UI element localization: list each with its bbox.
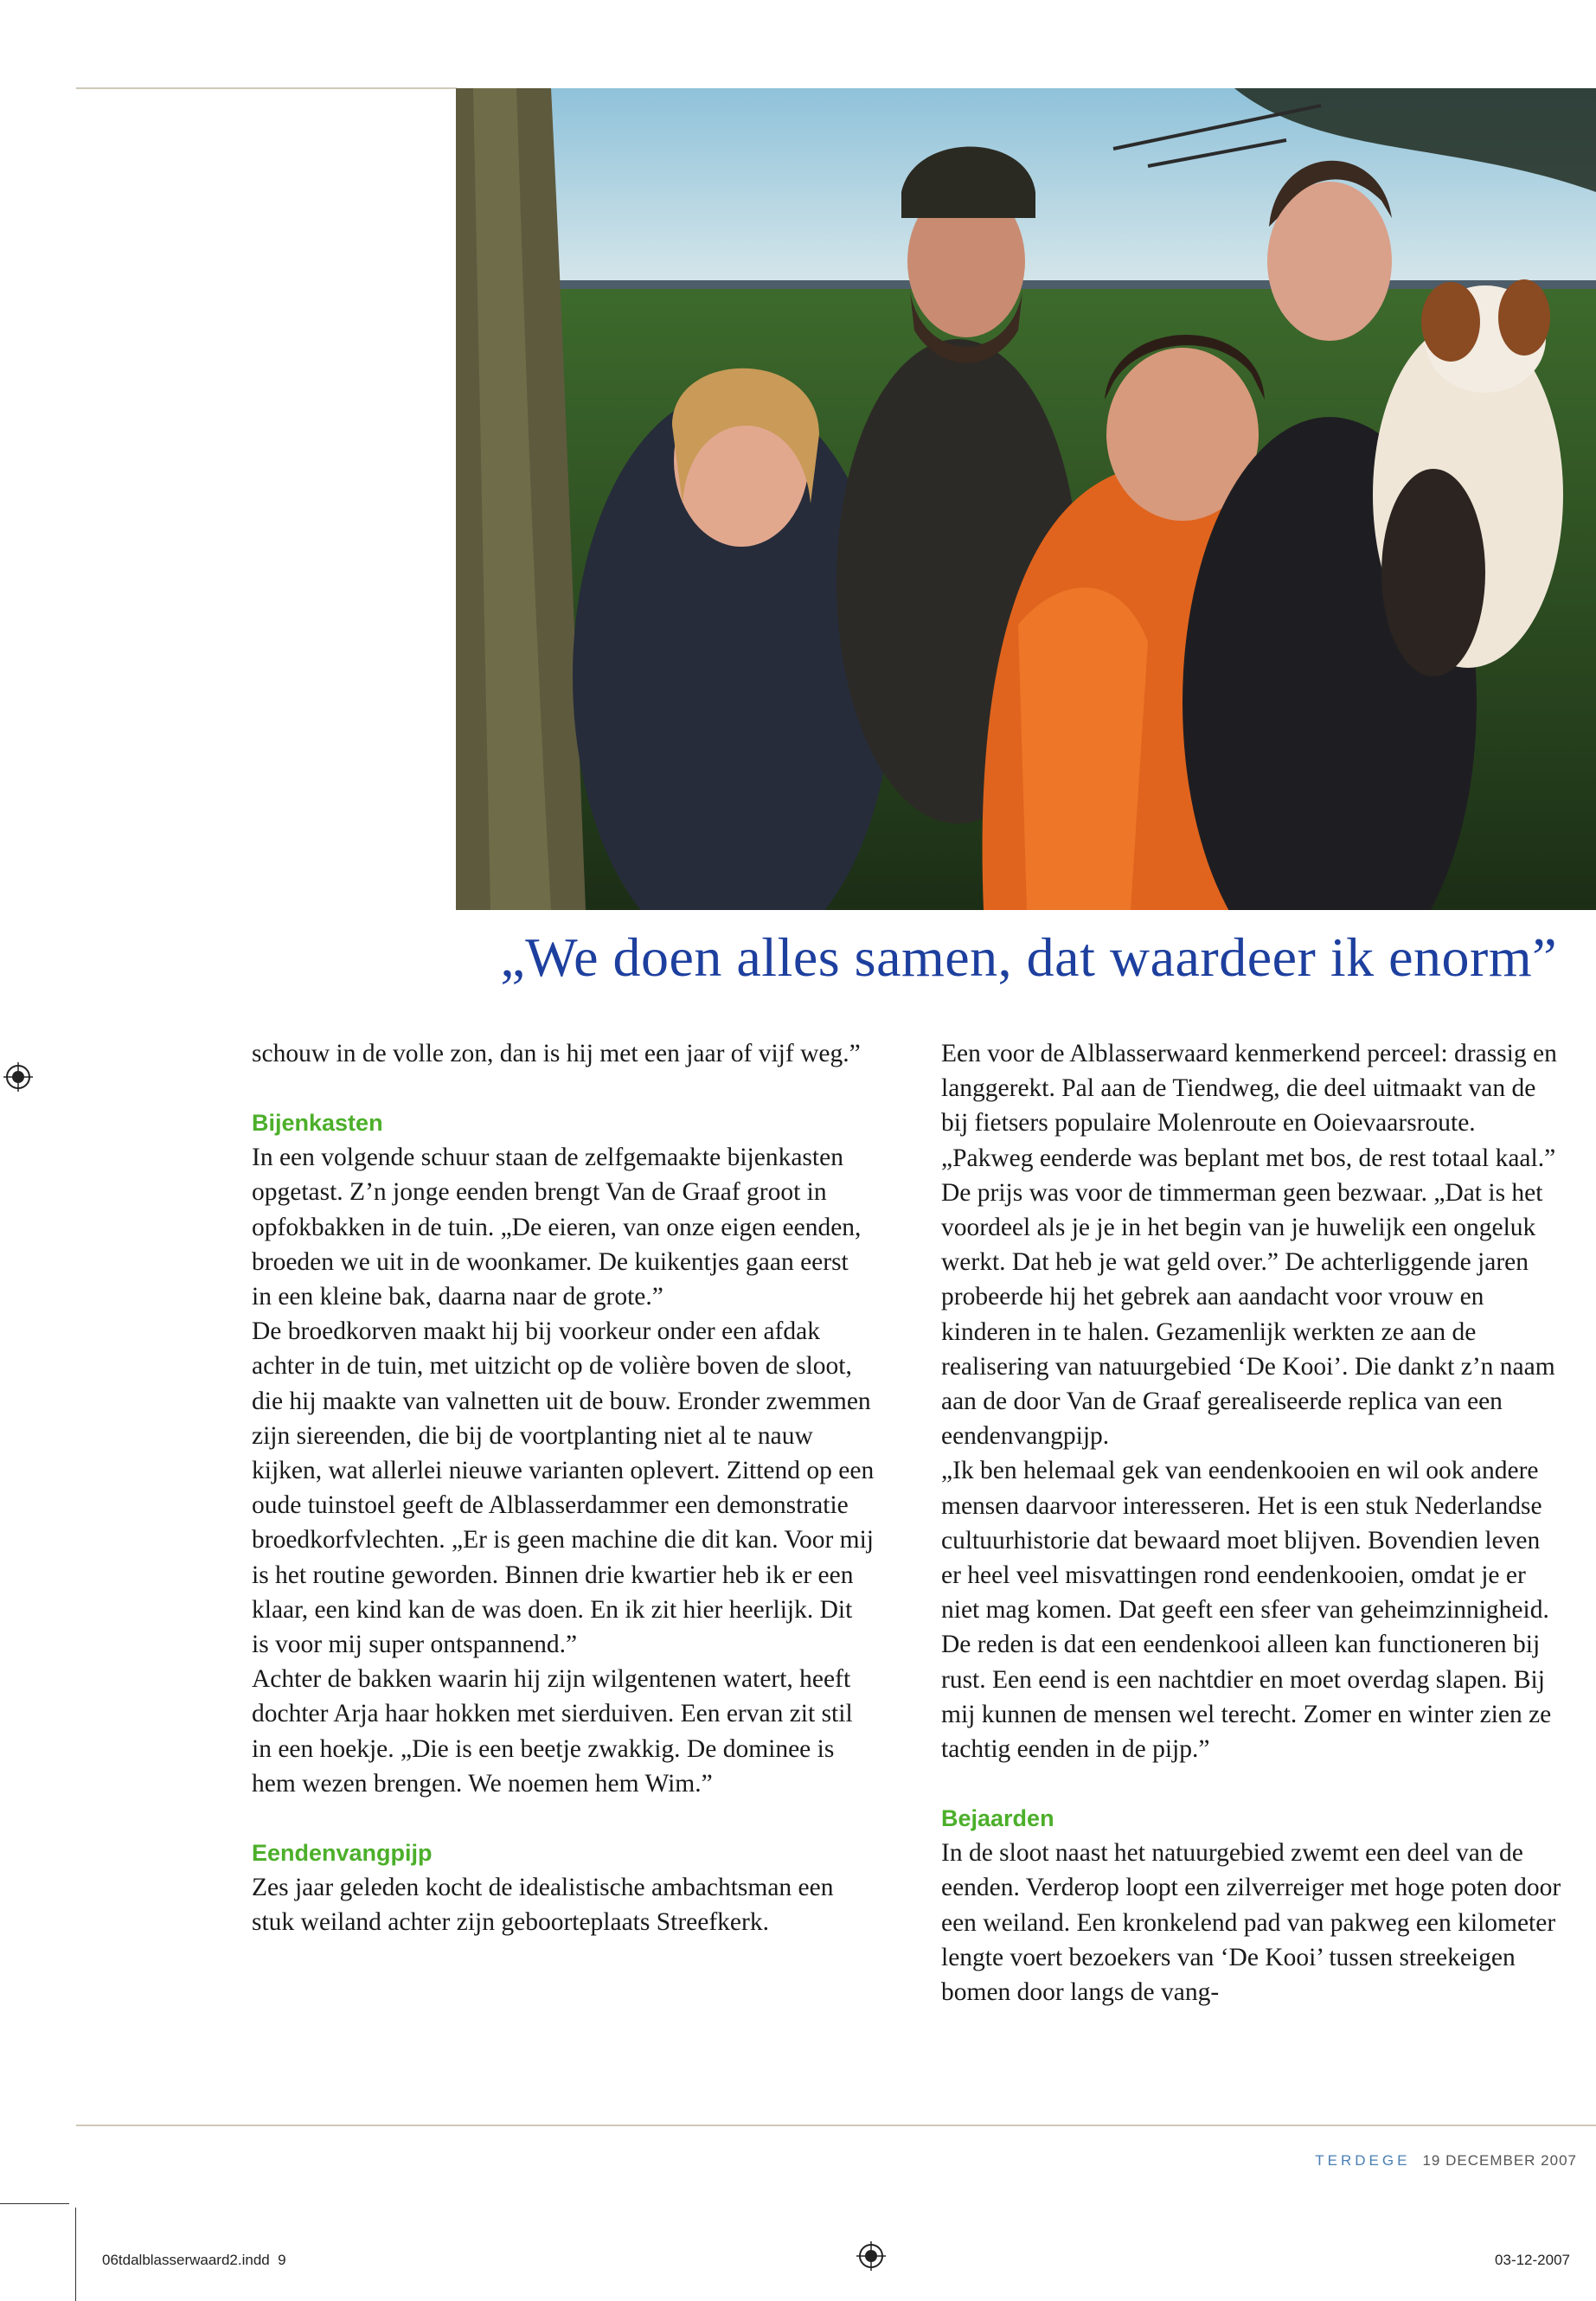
paragraph: schouw in de volle zon, dan is hij met een jaar of vijf weg.” [252,1040,861,1067]
paragraph: In een volgende schuur staan de zelfgemaakte bijenkasten opgetast. Z’n jonge eenden brengt Van de Graaf groot in opfokbakken in de tuin. „De eieren, van onze eigen eenden, broeden we uit in de woonkamer. De kuikentjes gaan eerst in een kleine bak, daarna naar de grote.” [252,1144,862,1311]
crop-mark [75,2208,76,2301]
registration-mark-icon [856,2241,886,2271]
subheading-bijenkasten: Bijenkasten [252,1110,383,1137]
issue-date: 19 DECEMBER 2007 [1422,2152,1577,2169]
paragraph: Zes jaar geleden kocht de idealistische ambachtsman een stuk weiland achter zijn geboorteplaats Streefkerk. [252,1874,834,1937]
crop-mark [0,2203,69,2204]
registration-mark-icon [3,1062,33,1092]
paragraph: De prijs was voor de timmerman geen bezwaar. „Dat is het voordeel als je je in het begin van je huwelijk een ongeluk werkt. Dat heb je wat geld over.” De achterliggende jaren probeerde hij het gebrek aan aandacht voor vrouw en kinderen in te halen. Gezamenlijk werkten ze aan de realisering van natuurgebied ‘De Kooi’. Die dankt z’n naam aan de door Van de Graaf gerealiseerde replica van een eendenvangpijp. [941,1178,1555,1451]
paragraph: „Ik ben helemaal gek van eendenkooien en wil ook andere mensen daarvoor interesseren. Het is een stuk Nederlandse cultuurhistorie dat bewaard moet blijven. Bovendien leven er heel veel misvattingen rond eendenkooien, omdat je er niet mag komen. Dat geeft een sfeer van geheimzinnigheid. De reden is dat een eendenkooi alleen kan functioneren bij rust. Een eend is een nachtdier en moet overdag slapen. Bij mij kunnen de mensen wel terecht. Zomer en winter zien ze tachtig eenden in de pijp.” [941,1457,1552,1764]
pull-quote: „We doen alles samen, dat waardeer ik enorm” [500,926,1557,988]
slug-date: 03-12-2007 [1495,2252,1570,2268]
text-column-right [941,1036,1564,2009]
text-column-left [252,1036,875,1939]
page-footer [1315,2152,1577,2170]
paragraph: Achter de bakken waarin hij zijn wilgentenen watert, heeft dochter Arja haar hokken met sierduiven. Een ervan zit stil in een hoekje. „Die is een beetje zwakkig. De dominee is hem wezen brengen. We noemen hem Wim.” [252,1665,853,1798]
top-rule [76,87,457,89]
magazine-name: TERDEGE [1315,2152,1411,2169]
subheading-bejaarden: Bejaarden [941,1805,1054,1832]
slug-filename: 06tdalblasserwaard2.indd 9 [102,2252,286,2268]
subheading-eendenvangpijp: Eendenvangpijp [252,1840,433,1867]
paragraph: In de sloot naast het natuurgebied zwemt een deel van de eenden. Verderop loopt een zilverreiger met hoge poten door een weiland. Een kronkelend pad van pakweg een kilometer lengte voert bezoekers van ‘De Kooi’ tussen streekeigen bomen door langs de vang- [941,1839,1561,2007]
paragraph: Een voor de Alblasserwaard kenmerkend perceel: drassig en langgerekt. Pal aan de Tiendweg, die deel uitmaakt van de bij fietsers populaire Molenroute en Ooievaarsroute. „Pakweg eenderde was beplant met bos, de rest totaal kaal.” [941,1040,1557,1172]
paragraph: De broedkorven maakt hij bij voorkeur onder een afdak achter in de tuin, met uitzicht op de volière boven de sloot, die hij maakte van valnetten uit de bouw. Eronder zwemmen zijn siereenden, die bij de voortplanting niet al te nauw kijken, wat allerlei nieuwe varianten oplevert. Zittend op een oude tuinstoel geeft de Alblasserdammer een demonstratie broedkorfvlechten. „Er is geen machine die dit kan. Voor mij is het routine geworden. Binnen drie kwartier heb ik er een klaar, een kind kan de was doen. En ik zit hier heerlijk. Dit is voor mij super ontspannend.” [252,1317,875,1659]
bottom-rule [76,2125,1596,2126]
family-portrait-photo [456,88,1596,910]
